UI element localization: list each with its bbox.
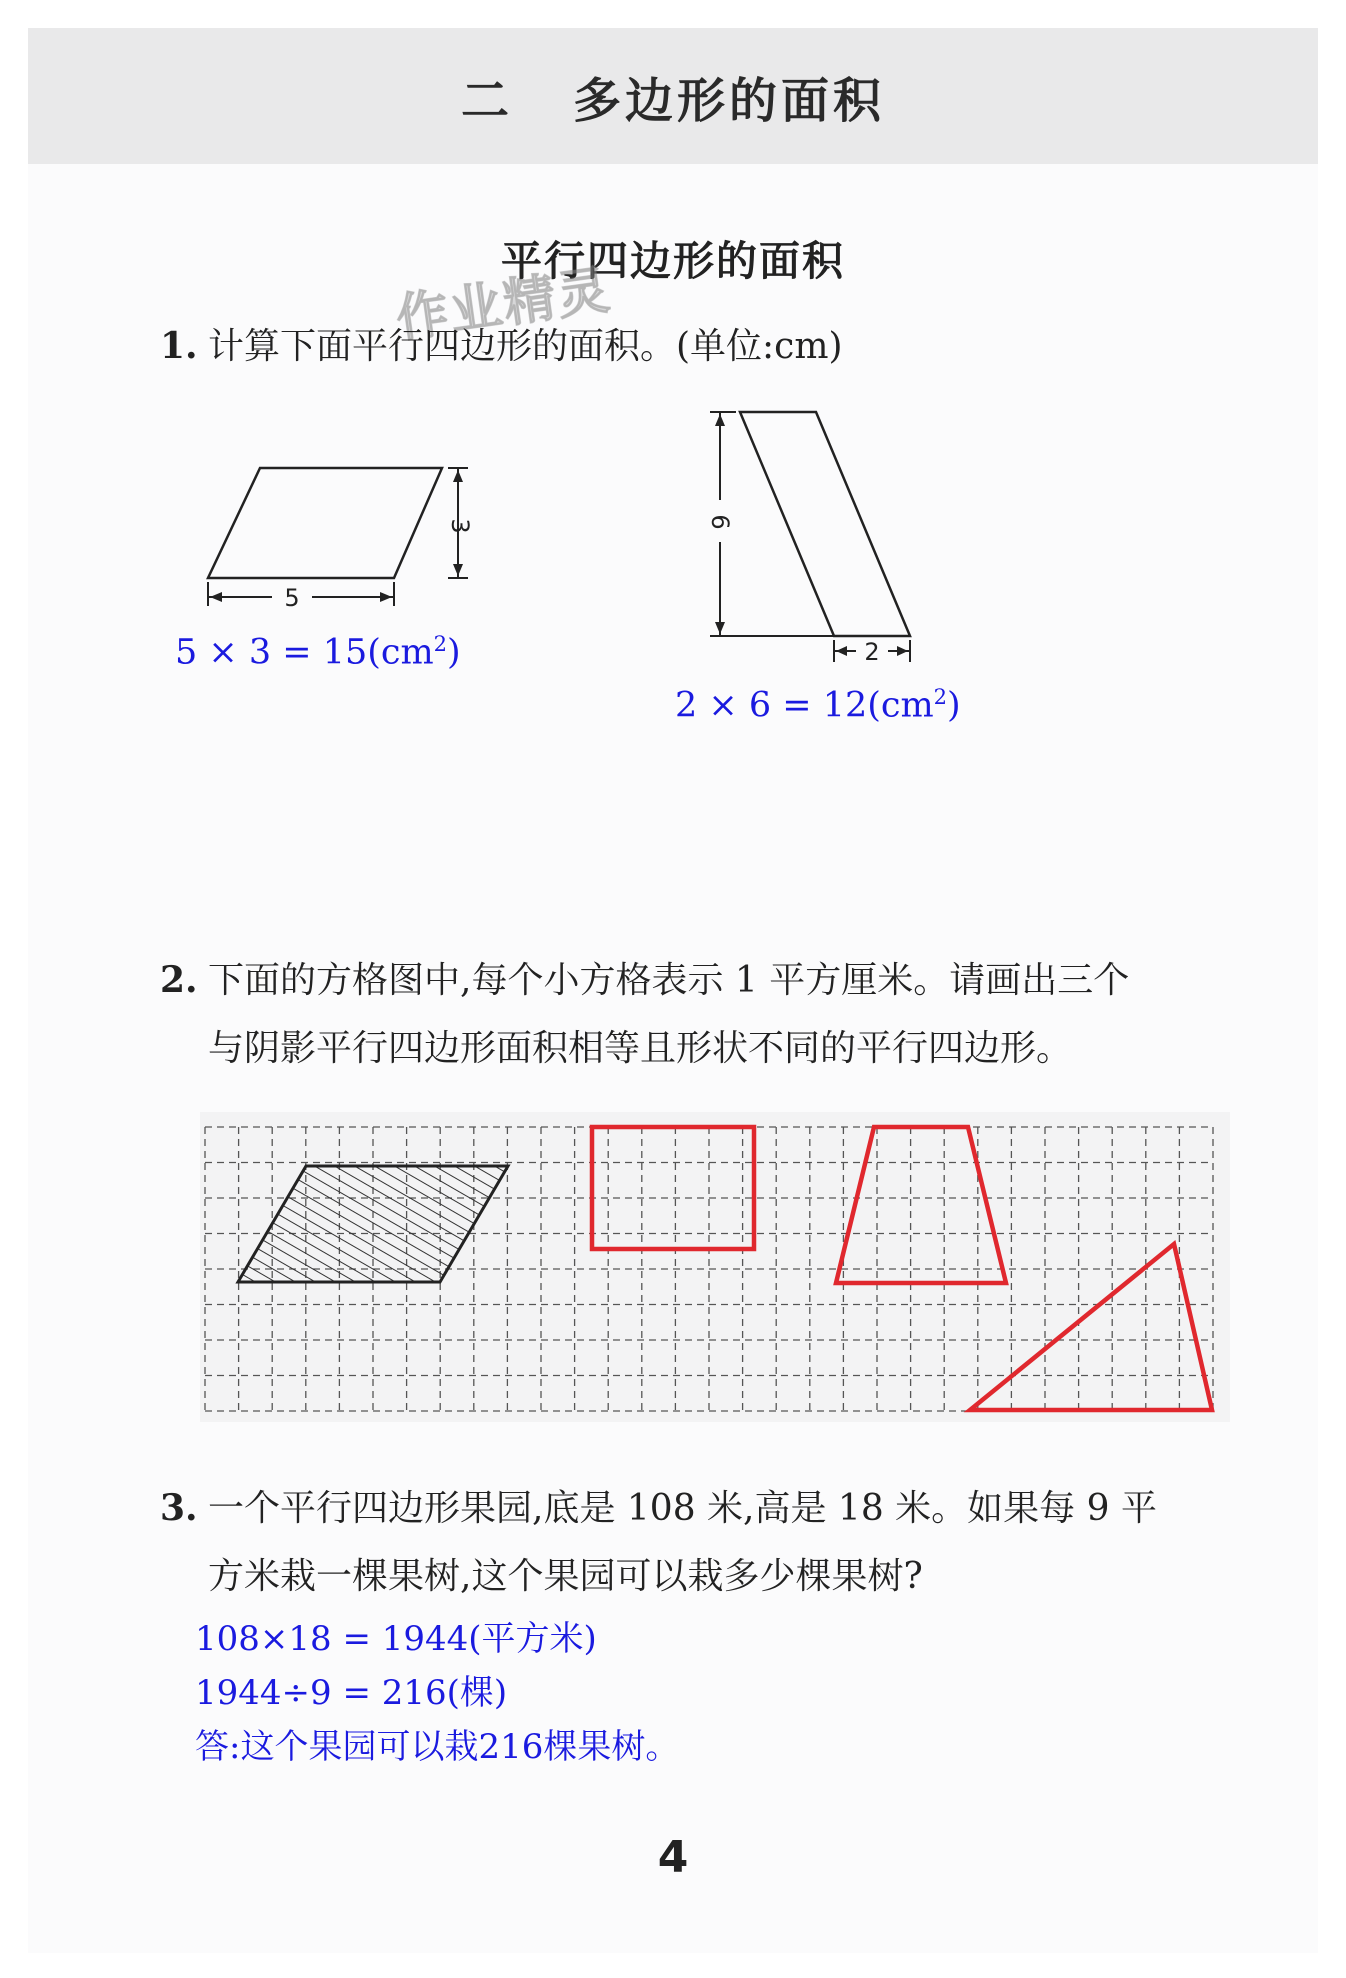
arrow-icon	[210, 592, 222, 602]
answer-expression: 5 × 3 = 15(cm	[175, 632, 434, 673]
height-label: 3	[446, 518, 474, 534]
arrow-icon	[836, 646, 847, 656]
arrow-icon	[380, 592, 392, 602]
height-label: 6	[706, 514, 734, 530]
question-2	[160, 946, 1260, 1083]
question-text-line-2: 方米栽一棵果树,这个果园可以栽多少棵果树?	[208, 1556, 923, 1597]
arrow-icon	[715, 414, 725, 426]
question-3	[160, 1474, 1260, 1611]
answer-expression: 2 × 6 = 12(cm	[675, 685, 934, 726]
answer-1b	[675, 685, 961, 726]
figure-parallelogram-a	[190, 450, 490, 620]
answer-line: 108×18 = 1944(平方米)	[195, 1619, 597, 1659]
arrow-icon	[453, 564, 463, 576]
parallelogram-shape	[208, 468, 442, 578]
answer-line: 答:这个果园可以栽216棵果树。	[195, 1727, 680, 1767]
arrow-icon	[715, 622, 725, 634]
answer-1a	[175, 632, 461, 673]
answer-close: )	[447, 632, 461, 673]
arrow-icon	[897, 646, 908, 656]
question-text: 计算下面平行四边形的面积。(单位:cm)	[208, 326, 843, 367]
answer-superscript: 2	[433, 632, 448, 656]
question-number: 3.	[160, 1487, 198, 1529]
base-label: 2	[864, 638, 880, 666]
question-text-line-2: 与阴影平行四边形面积相等且形状不同的平行四边形。	[208, 1028, 1073, 1069]
question-number: 2.	[160, 959, 198, 1001]
page-number: 4	[657, 1832, 689, 1883]
answer-superscript: 2	[933, 685, 948, 709]
chapter-header	[28, 28, 1318, 164]
chapter-name: 多边形的面积	[573, 72, 886, 129]
answer-3	[195, 1612, 679, 1774]
figure-parallelogram-b	[690, 400, 930, 680]
base-label: 5	[284, 584, 300, 612]
answer-close: )	[947, 685, 961, 726]
question-1	[160, 312, 843, 381]
answer-line: 1944÷9 = 216(棵)	[195, 1673, 508, 1713]
arrow-icon	[453, 470, 463, 482]
chapter-title	[461, 62, 885, 131]
watermark: 作业精灵	[392, 260, 615, 350]
section-title: 平行四边形的面积	[501, 237, 845, 285]
grid-figure	[200, 1112, 1230, 1422]
parallelogram-shape	[740, 412, 910, 636]
chapter-number: 二	[460, 72, 513, 129]
question-text-line-1: 一个平行四边形果园,底是 108 米,高是 18 米。如果每 9 平	[208, 1488, 1157, 1529]
question-number: 1.	[160, 325, 198, 367]
question-text-line-1: 下面的方格图中,每个小方格表示 1 平方厘米。请画出三个	[208, 960, 1130, 1001]
